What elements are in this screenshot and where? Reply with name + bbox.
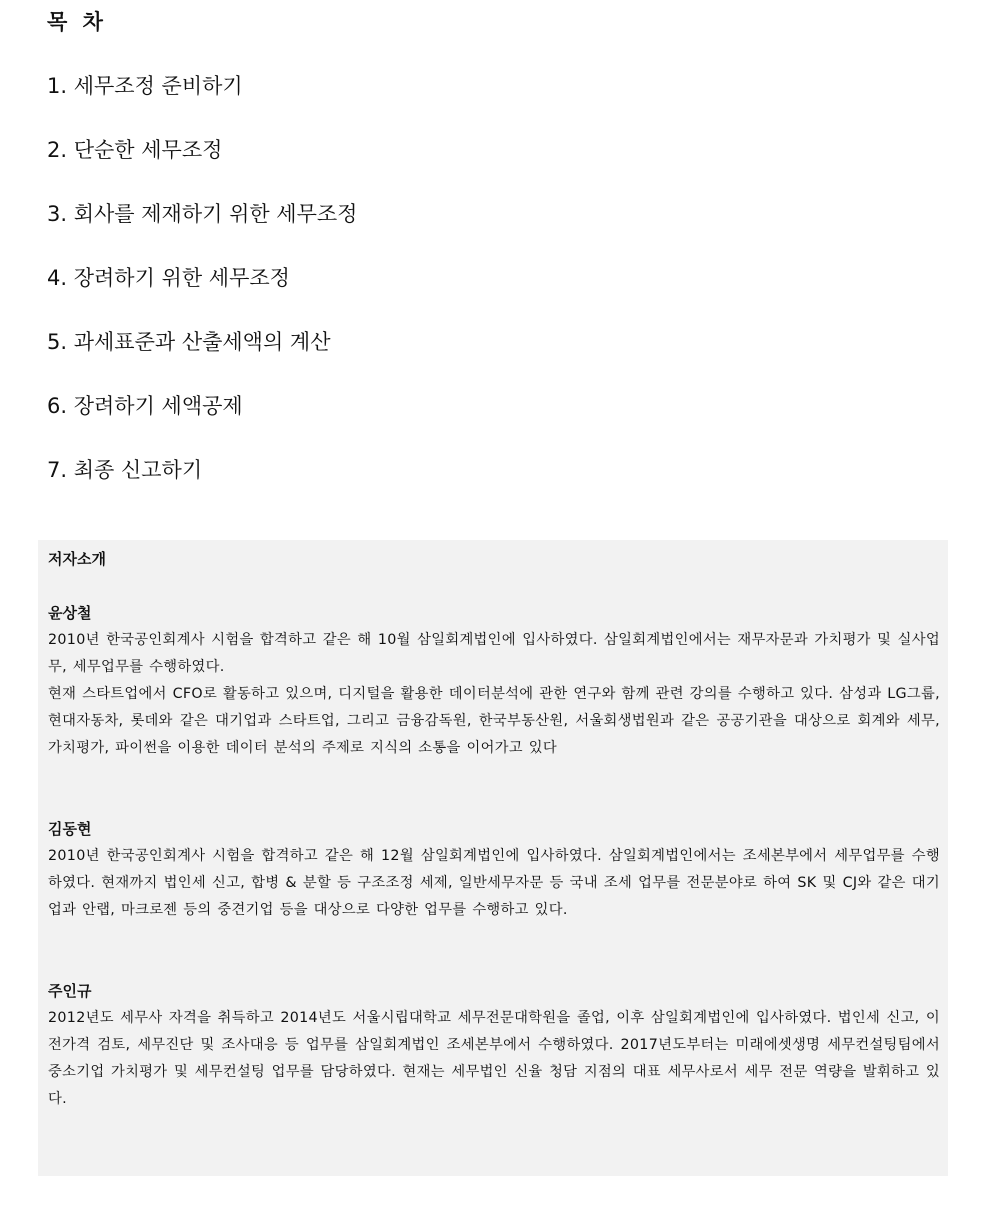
toc-item-2: 2. 단순한 세무조정 (47, 138, 223, 162)
author-name: 주인규 (48, 982, 92, 1000)
author-section-title: 저자소개 (48, 550, 106, 568)
toc-list (47, 68, 357, 516)
author-bio: 2010년 한국공인회계사 시험을 합격하고 같은 해 10월 삼일회계법인에 입사하였다. 삼일회계법인에서는 재무자문과 가치평가 및 실사업무, 세무업무를 수행하였다. (48, 632, 940, 675)
author-block-kim (48, 816, 940, 924)
toc-item-1: 1. 세무조정 준비하기 (47, 74, 243, 98)
toc-item-7: 7. 최종 신고하기 (47, 458, 203, 482)
author-introduction-box (38, 540, 948, 1176)
toc-item-6: 6. 장려하기 세액공제 (47, 394, 243, 418)
author-bio: 현재 스타트업에서 CFO로 활동하고 있으며, 디지털을 활용한 데이터분석에 관한 연구와 함께 관련 강의를 수행하고 있다. 삼성과 LG그룹, 현대자동차, 롯데와 같은 대기업과 스타트업, 그리고 금융감독원, 한국부동산원, 서울회생법원과 같은 공공기관을 대상으로 회계와 세무, 가치평가, 파이썬을 이용한 데이터 분석의 주제로 지식의 소통을 이어가고 있다 (48, 686, 940, 756)
author-bio: 2012년도 세무사 자격을 취득하고 2014년도 서울시립대학교 세무전문대학원을 졸업, 이후 삼일회계법인에 입사하였다. 법인세 신고, 이전가격 검토, 세무진단 및 조사대응 등 업무를 삼일회계법인 조세본부에서 수행하였다. 2017년도부터는 미래에셋생명 세무컨설팅팀에서 중소기업 가치평가 및 세무컨설팅 업무를 담당하였다. 현재는 세무법인 신율 청담 지점의 대표 세무사로서 세무 전문 역량을 발휘하고 있다. (48, 1010, 940, 1107)
toc-item-4: 4. 장려하기 위한 세무조정 (47, 266, 290, 290)
author-name: 윤상철 (48, 604, 92, 622)
author-bio: 2010년 한국공인회계사 시험을 합격하고 같은 해 12월 삼일회계법인에 입사하였다. 삼일회계법인에서는 조세본부에서 세무업무를 수행하였다. 현재까지 법인세 신고, 합병 & 분할 등 구조조정 세제, 일반세무자문 등 국내 조세 업무를 전문분야로 하여 SK 및 CJ와 같은 대기업과 안랩, 마크로젠 등의 중견기업 등을 대상으로 다양한 업무를 수행하고 있다. (48, 848, 940, 918)
toc-heading: 목 차 (47, 10, 107, 34)
author-block-yoon (48, 600, 940, 762)
author-block-joo (48, 978, 940, 1113)
toc-item-5: 5. 과세표준과 산출세액의 계산 (47, 330, 331, 354)
author-name: 김동현 (48, 820, 92, 838)
toc-item-3: 3. 회사를 제재하기 위한 세무조정 (47, 202, 358, 226)
